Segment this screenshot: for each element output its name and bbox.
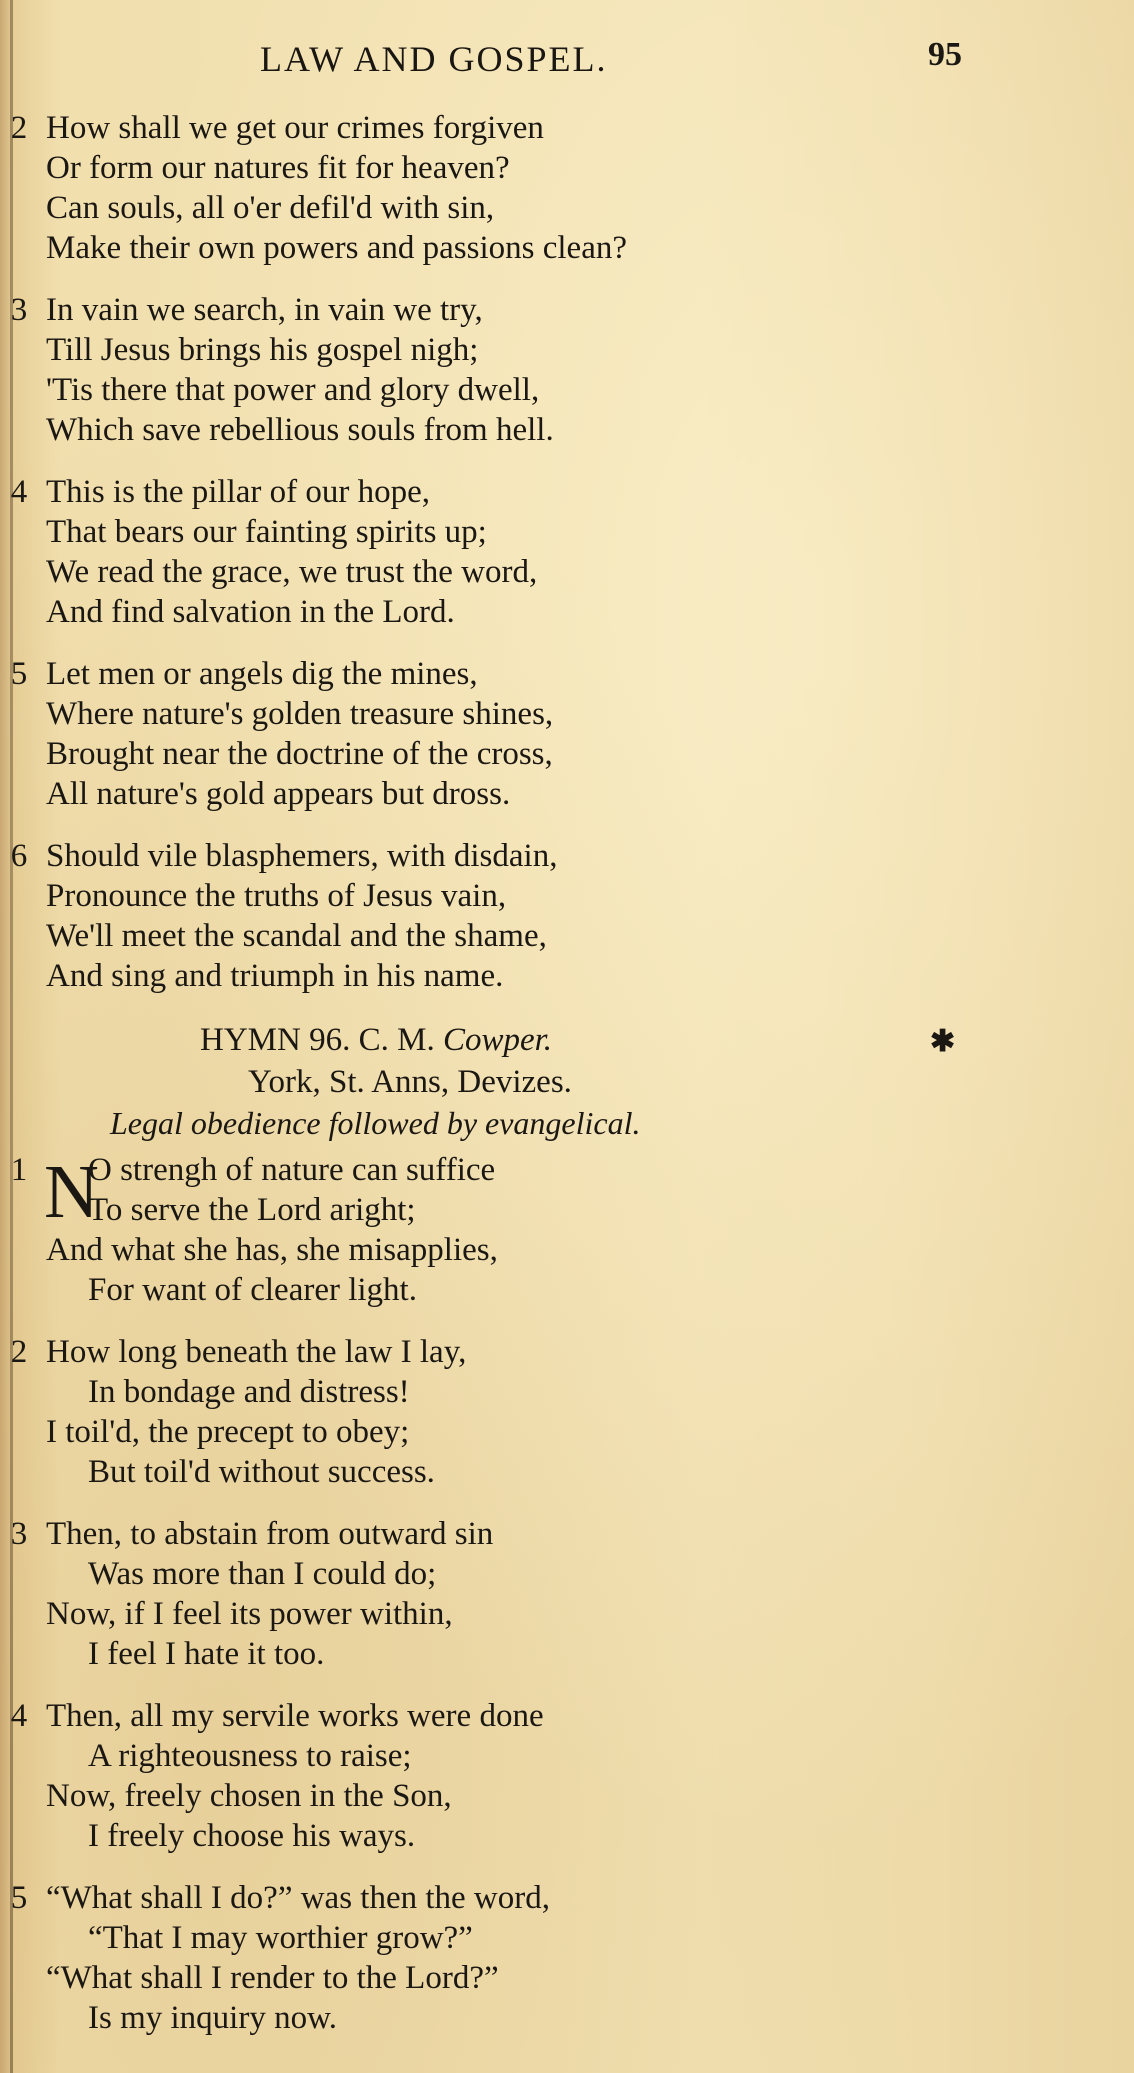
verse-line: Should vile blasphemers, with disdain, [46, 838, 558, 874]
stanza [0, 1150, 1134, 1310]
verse-number: 2 [10, 110, 28, 146]
stanza [0, 1332, 1134, 1492]
verse-line: 'Tis there that power and glory dwell, [46, 372, 540, 408]
verse-number: 6 [10, 838, 28, 874]
verse-line: This is the pillar of our hope, [46, 474, 431, 510]
verse-line: “What shall I do?” was then the word, [46, 1880, 550, 1916]
page-content [0, 108, 1134, 2060]
stanza [0, 290, 1134, 450]
verse-line: We'll meet the scandal and the shame, [46, 918, 547, 954]
verse-line: Make their own powers and passions clean? [46, 230, 627, 266]
verse-number: 1 [10, 1152, 28, 1188]
stanza [0, 836, 1134, 996]
verse-number: 3 [10, 1516, 28, 1552]
verse-line: Brought near the doctrine of the cross, [46, 736, 553, 772]
verse-line: In bondage and distress! [88, 1374, 410, 1410]
verse-line: A righteousness to raise; [88, 1738, 412, 1774]
verse-line: Then, all my servile works were done [46, 1698, 544, 1734]
verse-line: I toil'd, the precept to obey; [46, 1414, 410, 1450]
hymn-heading [0, 1018, 1134, 1144]
verse-line: Pronounce the truths of Jesus vain, [46, 878, 507, 914]
verse-line: Now, freely chosen in the Son, [46, 1778, 452, 1814]
verse-line: I freely choose his ways. [88, 1818, 416, 1854]
verse-line: O strengh of nature can suffice [88, 1152, 496, 1188]
verse-line: But toil'd without success. [88, 1454, 435, 1490]
verse-number: 3 [10, 292, 28, 328]
verse-line: I feel I hate it too. [88, 1636, 325, 1672]
verse-number: 5 [10, 1880, 28, 1916]
verse-line: For want of clearer light. [88, 1272, 417, 1308]
verse-line: Now, if I feel its power within, [46, 1596, 453, 1632]
drop-cap: N [44, 1150, 99, 1234]
stanza [0, 472, 1134, 632]
verse-line: All nature's gold appears but dross. [46, 776, 511, 812]
hymn-title: HYMN 96. C. M. [200, 1022, 435, 1058]
verse-number: 2 [10, 1334, 28, 1370]
verse-line: How shall we get our crimes forgiven [46, 110, 544, 146]
verse-line: Let men or angels dig the mines, [46, 656, 478, 692]
verse-line: Was more than I could do; [88, 1556, 437, 1592]
stanza [0, 1696, 1134, 1856]
hymn-subtitle: Legal obedience followed by evangelical. [110, 1105, 641, 1141]
verse-line: Or form our natures fit for heaven? [46, 150, 510, 186]
verse-number: 5 [10, 656, 28, 692]
verse-line: Can souls, all o'er defil'd with sin, [46, 190, 495, 226]
verse-line: “That I may worthier grow?” [88, 1920, 473, 1956]
verse-number: 4 [10, 1698, 28, 1734]
ornament-icon: ✱ [930, 1025, 956, 1058]
stanza [0, 108, 1134, 268]
verse-line: How long beneath the law I lay, [46, 1334, 467, 1370]
hymn-title-line [0, 1018, 1134, 1062]
stanza [0, 654, 1134, 814]
header-title: LAW AND GOSPEL. [260, 39, 608, 79]
hymn-tunes: York, St. Anns, Devizes. [248, 1064, 572, 1100]
verse-line: In vain we search, in vain we try, [46, 292, 483, 328]
hymn-author: Cowper. [442, 1022, 553, 1058]
verse-line: That bears our fainting spirits up; [46, 514, 487, 550]
verse-line: Which save rebellious souls from hell. [46, 412, 554, 448]
verse-line: And sing and triumph in his name. [46, 958, 504, 994]
page-number: 95 [928, 36, 962, 73]
stanza [0, 1514, 1134, 1674]
verse-line: “What shall I render to the Lord?” [46, 1960, 499, 1996]
running-header [0, 28, 1134, 88]
verse-line: And what she has, she misapplies, [46, 1232, 498, 1268]
verse-line: And find salvation in the Lord. [46, 594, 455, 630]
verse-number: 4 [10, 474, 28, 510]
verse-line: Till Jesus brings his gospel nigh; [46, 332, 479, 368]
verse-line: Is my inquiry now. [88, 2000, 338, 2036]
stanza [0, 1878, 1134, 2038]
verse-line: To serve the Lord aright; [88, 1192, 416, 1228]
verse-line: Where nature's golden treasure shines, [46, 696, 554, 732]
verse-line: Then, to abstain from outward sin [46, 1516, 494, 1552]
verse-line: We read the grace, we trust the word, [46, 554, 538, 590]
